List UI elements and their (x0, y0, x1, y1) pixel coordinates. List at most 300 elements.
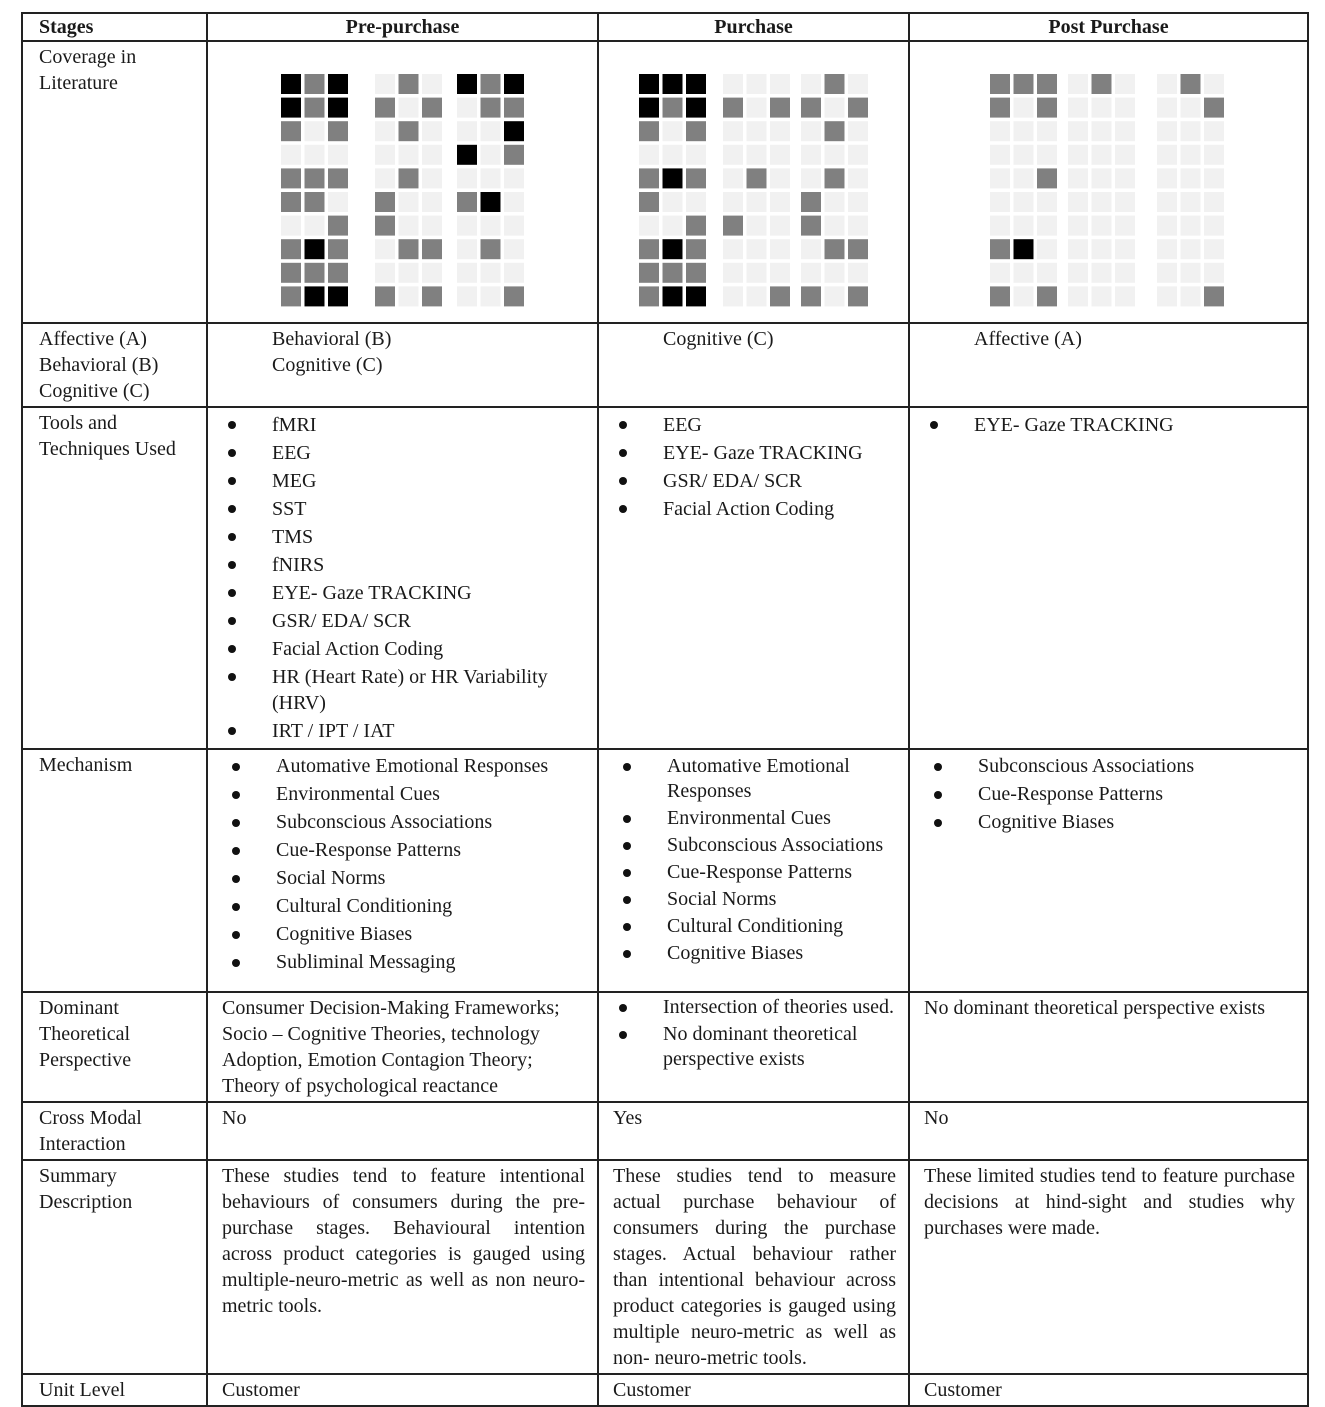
header-pre-purchase: Pre-purchase (207, 13, 598, 41)
coverage-cell-mark (848, 145, 868, 165)
list-item (617, 887, 896, 912)
coverage-cell-mark (801, 192, 821, 212)
coverage-cell-mark (281, 239, 301, 259)
coverage-cell-mark (639, 98, 659, 118)
list-item (226, 866, 585, 891)
bullet-icon (619, 421, 627, 429)
coverage-cell-mark (663, 216, 683, 236)
bullet-icon (619, 477, 627, 485)
bullet-icon (232, 847, 240, 855)
coverage-cell-mark (305, 192, 325, 212)
coverage-post (910, 42, 1307, 320)
coverage-cell-mark (1037, 239, 1057, 259)
theory-purchase-cell (598, 992, 909, 1102)
bullet-icon (623, 842, 631, 850)
tools-purchase-cell (598, 407, 909, 749)
bullet-icon (232, 959, 240, 967)
coverage-cell-mark (399, 216, 419, 236)
coverage-cell-mark (686, 74, 706, 94)
bullet-icon (232, 763, 240, 771)
coverage-cell-mark (1115, 98, 1135, 118)
coverage-cell-mark (801, 168, 821, 188)
coverage-cell-mark (305, 145, 325, 165)
crossmodal-pre: No (207, 1102, 598, 1160)
coverage-cell-mark (399, 145, 419, 165)
coverage-cell-mark (1204, 145, 1224, 165)
coverage-cell-mark (990, 145, 1010, 165)
coverage-cell-mark (281, 121, 301, 141)
coverage-cell-mark (663, 145, 683, 165)
header-row (22, 13, 1308, 41)
tools-post-list (924, 412, 1295, 438)
coverage-cell-mark (1092, 286, 1112, 306)
coverage-cell-mark (686, 286, 706, 306)
abc-label (22, 323, 207, 407)
coverage-cell-mark (747, 98, 767, 118)
list-item-text: IRT / IPT / IAT (272, 720, 395, 742)
coverage-cell-mark (1181, 145, 1201, 165)
coverage-row (22, 41, 1308, 323)
list-item-text: Facial Action Coding (272, 638, 444, 660)
coverage-cell-mark (1115, 168, 1135, 188)
coverage-cell-mark (328, 74, 348, 94)
coverage-cell-mark (1204, 121, 1224, 141)
coverage-cell-mark (1204, 216, 1224, 236)
coverage-cell-mark (328, 263, 348, 283)
coverage-cell-mark (639, 121, 659, 141)
coverage-cell-mark (481, 263, 501, 283)
coverage-cell-mark (375, 121, 395, 141)
coverage-cell-mark (399, 192, 419, 212)
tools-pre-list (222, 412, 585, 744)
coverage-cell-mark (305, 216, 325, 236)
coverage-cell-mark (825, 121, 845, 141)
list-item (226, 894, 585, 919)
coverage-cell-mark (375, 98, 395, 118)
coverage-cell-mark (328, 98, 348, 118)
list-item-text: EEG (272, 442, 311, 464)
coverage-cell-mark (457, 74, 477, 94)
coverage-cell-mark (422, 74, 442, 94)
coverage-cell-mark (375, 263, 395, 283)
coverage-cell-mark (770, 74, 790, 94)
coverage-heatmap-pre (208, 42, 603, 320)
list-item (222, 468, 585, 494)
list-item (613, 440, 896, 466)
tools-post-cell (909, 407, 1308, 749)
list-item-text: Cultural Conditioning (667, 915, 844, 937)
coverage-cell-mark (686, 192, 706, 212)
list-item (226, 754, 585, 779)
coverage-cell-mark (375, 168, 395, 188)
coverage-pre-cell (207, 41, 598, 323)
list-item (222, 608, 585, 634)
coverage-cell-mark (747, 121, 767, 141)
coverage-cell-mark (328, 121, 348, 141)
coverage-cell-mark (990, 192, 1010, 212)
coverage-cell-mark (422, 263, 442, 283)
bullet-icon (228, 727, 236, 735)
coverage-cell-mark (747, 216, 767, 236)
coverage-cell-mark (328, 145, 348, 165)
literature-review-table (21, 12, 1309, 1407)
bullet-icon (232, 791, 240, 799)
coverage-cell-mark (1037, 168, 1057, 188)
coverage-cell-mark (825, 216, 845, 236)
coverage-cell-mark (825, 192, 845, 212)
coverage-cell-mark (399, 168, 419, 188)
coverage-cell-mark (747, 168, 767, 188)
coverage-cell-mark (723, 263, 743, 283)
summary-post: These limited studies tend to feature purchase decisions at hind-sight and studies why purchases were made. (909, 1160, 1308, 1374)
coverage-cell-mark (504, 145, 524, 165)
coverage-cell-mark (990, 168, 1010, 188)
coverage-cell-mark (747, 74, 767, 94)
coverage-cell-mark (723, 286, 743, 306)
coverage-cell-mark (1204, 74, 1224, 94)
bullet-icon (228, 533, 236, 541)
bullet-icon (934, 819, 942, 827)
coverage-cell-mark (990, 239, 1010, 259)
coverage-cell-mark (305, 168, 325, 188)
coverage-cell-mark (1037, 121, 1057, 141)
coverage-cell-mark (1068, 145, 1088, 165)
bullet-icon (623, 869, 631, 877)
bullet-icon (623, 763, 631, 771)
coverage-cell-mark (1068, 286, 1088, 306)
coverage-purchase (599, 42, 908, 320)
coverage-cell-mark (1037, 216, 1057, 236)
coverage-cell-mark (1115, 286, 1135, 306)
coverage-cell-mark (1068, 263, 1088, 283)
coverage-cell-mark (1092, 121, 1112, 141)
coverage-cell-mark (686, 121, 706, 141)
summary-pre: These studies tend to feature intentional behaviours of consumers during the pre-purchase stages. Behavioural intention across product categories is gauged using multiple-neuro-metric as well as non neuro-metric tools. (207, 1160, 598, 1374)
list-item (222, 412, 585, 438)
coverage-cell-mark (375, 74, 395, 94)
coverage-cell-mark (481, 286, 501, 306)
coverage-cell-mark (504, 216, 524, 236)
coverage-cell-mark (422, 121, 442, 141)
mechanism-pre-list (226, 754, 585, 975)
coverage-cell-mark (663, 286, 683, 306)
list-item-text: SST (272, 498, 307, 520)
list-item-text: EEG (663, 414, 702, 436)
coverage-cell-mark (663, 192, 683, 212)
bullet-icon (619, 1004, 627, 1012)
coverage-cell-mark (825, 74, 845, 94)
coverage-cell-mark (848, 263, 868, 283)
coverage-cell-mark (848, 168, 868, 188)
coverage-cell-mark (1037, 98, 1057, 118)
coverage-cell-mark (481, 168, 501, 188)
coverage-heatmap-post (910, 42, 1305, 320)
bullet-icon (228, 589, 236, 597)
coverage-cell-mark (422, 145, 442, 165)
coverage-cell-mark (457, 168, 477, 188)
coverage-cell-mark (1068, 192, 1088, 212)
coverage-cell-mark (1092, 239, 1112, 259)
coverage-cell-mark (305, 121, 325, 141)
coverage-cell-mark (457, 98, 477, 118)
bullet-icon (228, 477, 236, 485)
coverage-cell-mark (375, 286, 395, 306)
list-item-text: GSR/ EDA/ SCR (663, 470, 802, 492)
coverage-cell-mark (328, 239, 348, 259)
header-post-purchase: Post Purchase (909, 13, 1308, 41)
coverage-cell-mark (1181, 98, 1201, 118)
list-item (222, 580, 585, 606)
list-item (222, 524, 585, 550)
coverage-cell-mark (1014, 121, 1034, 141)
coverage-cell-mark (1181, 192, 1201, 212)
coverage-cell-mark (770, 239, 790, 259)
coverage-cell-mark (375, 145, 395, 165)
coverage-cell-mark (375, 216, 395, 236)
coverage-cell-mark (281, 168, 301, 188)
coverage-cell-mark (801, 74, 821, 94)
coverage-cell-mark (1068, 168, 1088, 188)
list-item-text: MEG (272, 470, 317, 492)
unit-label: Unit Level (22, 1374, 207, 1406)
list-item-text: EYE- Gaze TRACKING (272, 582, 472, 604)
coverage-cell-mark (990, 74, 1010, 94)
coverage-cell-mark (305, 239, 325, 259)
list-item (222, 440, 585, 466)
coverage-cell-mark (1115, 74, 1135, 94)
coverage-post-cell (909, 41, 1308, 323)
coverage-cell-mark (399, 121, 419, 141)
coverage-cell-mark (481, 121, 501, 141)
abc-label-behavioral: Behavioral (B) (39, 354, 159, 376)
bullet-icon (930, 421, 938, 429)
coverage-cell-mark (504, 286, 524, 306)
coverage-cell-mark (481, 239, 501, 259)
coverage-cell-mark (801, 216, 821, 236)
abc-row (22, 323, 1308, 407)
unit-pre: Customer (207, 1374, 598, 1406)
bullet-icon (228, 561, 236, 569)
header-stages: Stages (22, 13, 207, 41)
list-item-text: Automative Emotional Responses (667, 755, 850, 802)
coverage-cell-mark (328, 216, 348, 236)
coverage-cell-mark (1037, 192, 1057, 212)
coverage-cell-mark (504, 74, 524, 94)
header-purchase: Purchase (598, 13, 909, 41)
list-item-text: TMS (272, 526, 314, 548)
coverage-cell-mark (663, 239, 683, 259)
coverage-cell-mark (1157, 168, 1177, 188)
coverage-cell-mark (422, 239, 442, 259)
list-item-text: Social Norms (276, 867, 386, 889)
tools-purchase-list (613, 412, 896, 522)
coverage-cell-mark (825, 168, 845, 188)
list-item-text: Subliminal Messaging (276, 951, 456, 973)
bullet-icon (228, 421, 236, 429)
coverage-cell-mark (481, 216, 501, 236)
coverage-cell-mark (1068, 121, 1088, 141)
list-item (226, 782, 585, 807)
list-item-text: Cognitive Biases (276, 923, 413, 945)
list-item-text: Social Norms (667, 888, 777, 910)
coverage-cell-mark (457, 121, 477, 141)
abc-post-value: Affective (A) (974, 328, 1082, 350)
coverage-cell-mark (422, 168, 442, 188)
coverage-cell-mark (399, 286, 419, 306)
list-item (928, 782, 1295, 807)
coverage-cell-mark (1157, 121, 1177, 141)
coverage-cell-mark (399, 74, 419, 94)
coverage-cell-mark (990, 216, 1010, 236)
list-item-text: Subconscious Associations (978, 755, 1195, 777)
coverage-cell-mark (504, 239, 524, 259)
list-item (226, 922, 585, 947)
bullet-icon (232, 931, 240, 939)
coverage-cell-mark (305, 286, 325, 306)
coverage-cell-mark (457, 192, 477, 212)
list-item (613, 412, 896, 438)
coverage-cell-mark (663, 98, 683, 118)
coverage-cell-mark (1014, 263, 1034, 283)
coverage-cell-mark (990, 98, 1010, 118)
coverage-cell-mark (639, 168, 659, 188)
coverage-cell-mark (1014, 192, 1034, 212)
unit-row (22, 1374, 1308, 1406)
theory-pre: Consumer Decision-Making Frameworks; Socio – Cognitive Theories, technology Adoption, Emotion Contagion Theory; Theory of psychological reactance (207, 992, 598, 1102)
list-item-text: Cognitive Biases (978, 811, 1115, 833)
coverage-cell-mark (848, 121, 868, 141)
coverage-cell-mark (481, 74, 501, 94)
coverage-cell-mark (747, 263, 767, 283)
coverage-cell-mark (723, 74, 743, 94)
list-item (613, 468, 896, 494)
coverage-cell-mark (1068, 74, 1088, 94)
coverage-cell-mark (305, 263, 325, 283)
list-item (617, 941, 896, 966)
coverage-cell-mark (1092, 74, 1112, 94)
coverage-pre (208, 42, 597, 320)
coverage-cell-mark (1204, 168, 1224, 188)
list-item-text: Environmental Cues (276, 783, 440, 805)
coverage-cell-mark (663, 263, 683, 283)
coverage-cell-mark (328, 286, 348, 306)
coverage-cell-mark (457, 216, 477, 236)
coverage-cell-mark (1157, 98, 1177, 118)
coverage-cell-mark (686, 239, 706, 259)
coverage-cell-mark (801, 239, 821, 259)
coverage-cell-mark (1037, 145, 1057, 165)
list-item (222, 552, 585, 578)
mechanism-purchase-list (617, 754, 896, 966)
bullet-icon (228, 645, 236, 653)
mechanism-post-list (928, 754, 1295, 835)
coverage-cell-mark (686, 145, 706, 165)
list-item-text: Cognitive Biases (667, 942, 804, 964)
coverage-cell-mark (686, 263, 706, 283)
coverage-cell-mark (770, 121, 790, 141)
coverage-cell-mark (1092, 168, 1112, 188)
coverage-cell-mark (328, 192, 348, 212)
list-item (222, 636, 585, 662)
coverage-cell-mark (848, 74, 868, 94)
list-item-text: fMRI (272, 414, 317, 436)
list-item-text: GSR/ EDA/ SCR (272, 610, 411, 632)
coverage-cell-mark (639, 286, 659, 306)
list-item (617, 914, 896, 939)
coverage-cell-mark (723, 121, 743, 141)
coverage-cell-mark (281, 145, 301, 165)
crossmodal-post: No (909, 1102, 1308, 1160)
bullet-icon (623, 896, 631, 904)
coverage-cell-mark (1092, 216, 1112, 236)
coverage-cell-mark (770, 192, 790, 212)
coverage-cell-mark (1115, 121, 1135, 141)
coverage-cell-mark (1092, 192, 1112, 212)
coverage-cell-mark (723, 239, 743, 259)
coverage-cell-mark (1115, 263, 1135, 283)
coverage-cell-mark (639, 239, 659, 259)
coverage-cell-mark (1157, 263, 1177, 283)
list-item-text: Facial Action Coding (663, 498, 835, 520)
coverage-cell-mark (1157, 239, 1177, 259)
coverage-cell-mark (1157, 192, 1177, 212)
coverage-cell-mark (1204, 263, 1224, 283)
list-item-text: EYE- Gaze TRACKING (663, 442, 863, 464)
coverage-cell-mark (1068, 98, 1088, 118)
mechanism-purchase-cell (598, 749, 909, 992)
coverage-cell-mark (848, 286, 868, 306)
coverage-cell-mark (1092, 145, 1112, 165)
coverage-cell-mark (1115, 145, 1135, 165)
bullet-icon (228, 505, 236, 513)
coverage-cell-mark (848, 98, 868, 118)
coverage-cell-mark (723, 145, 743, 165)
coverage-cell-mark (723, 98, 743, 118)
coverage-cell-mark (1181, 286, 1201, 306)
list-item-text: fNIRS (272, 554, 325, 576)
coverage-cell-mark (504, 192, 524, 212)
coverage-cell-mark (504, 168, 524, 188)
bullet-icon (232, 819, 240, 827)
coverage-cell-mark (1157, 74, 1177, 94)
coverage-cell-mark (1014, 168, 1034, 188)
list-item-text: Cue-Response Patterns (978, 783, 1163, 805)
coverage-cell-mark (770, 216, 790, 236)
coverage-cell-mark (801, 286, 821, 306)
list-item (613, 496, 896, 522)
coverage-cell-mark (686, 216, 706, 236)
coverage-cell-mark (848, 216, 868, 236)
coverage-cell-mark (305, 98, 325, 118)
tools-row (22, 407, 1308, 749)
coverage-cell-mark (639, 263, 659, 283)
coverage-cell-mark (770, 168, 790, 188)
coverage-cell-mark (747, 192, 767, 212)
crossmodal-label: Cross Modal Interaction (22, 1102, 207, 1160)
list-item-text: Subconscious Associations (276, 811, 493, 833)
coverage-cell-mark (457, 145, 477, 165)
coverage-cell-mark (504, 263, 524, 283)
coverage-cell-mark (990, 263, 1010, 283)
coverage-cell-mark (305, 74, 325, 94)
abc-pre-cognitive: Cognitive (C) (272, 354, 383, 376)
coverage-cell-mark (1014, 216, 1034, 236)
abc-purchase-value: Cognitive (C) (663, 328, 774, 350)
coverage-cell-mark (1115, 216, 1135, 236)
coverage-cell-mark (723, 216, 743, 236)
coverage-cell-mark (281, 192, 301, 212)
mechanism-label: Mechanism (22, 749, 207, 992)
